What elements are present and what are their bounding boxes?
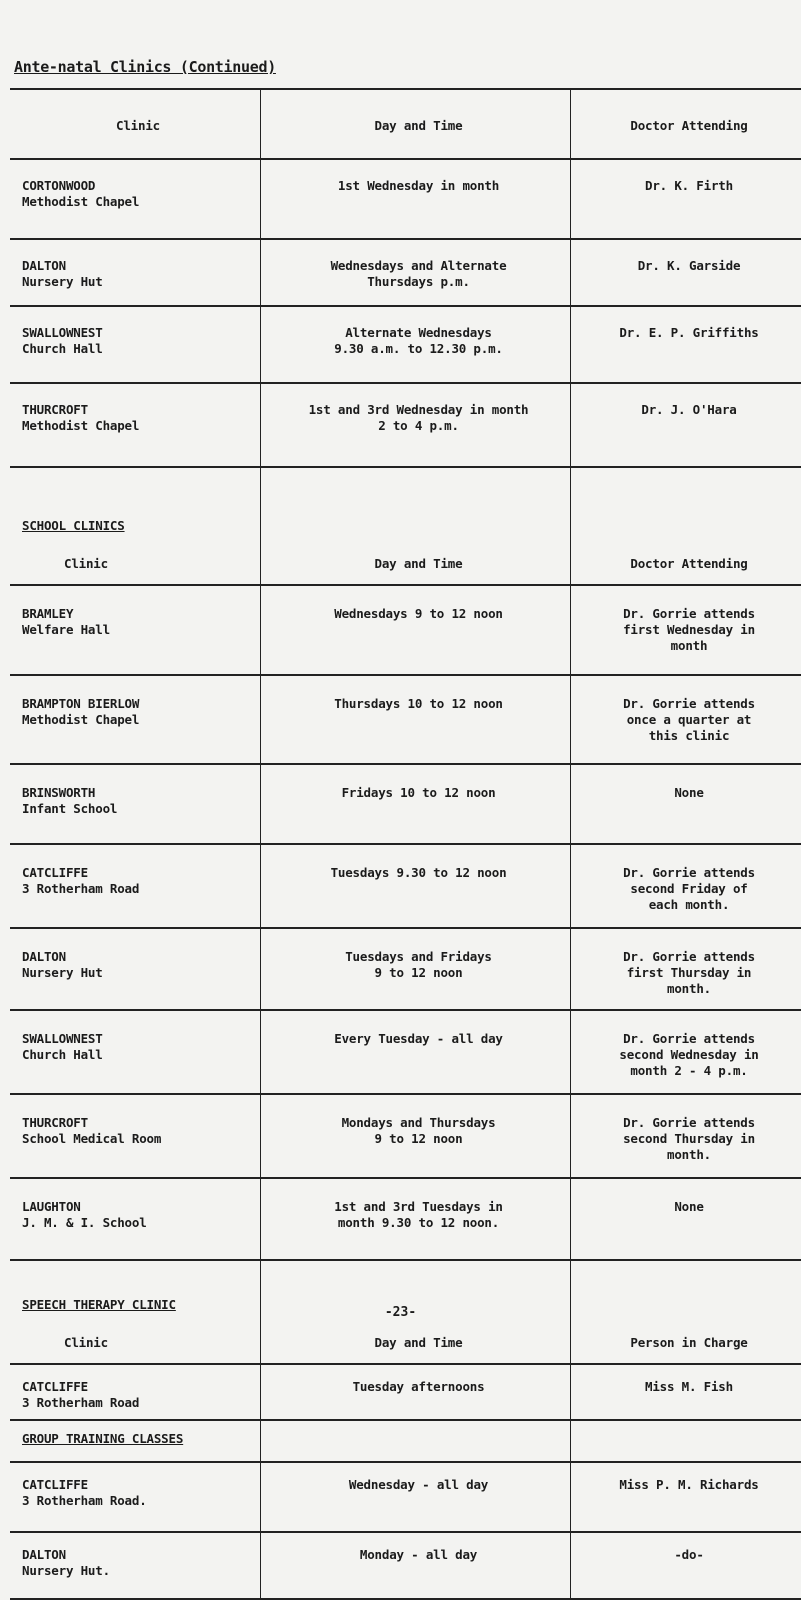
cell-day-time-line: Wednesdays and Alternate [330, 258, 507, 273]
cell-clinic [10, 384, 260, 466]
cell-clinic [10, 765, 260, 843]
cell-clinic-line: Methodist Chapel [22, 418, 140, 433]
cell-doctor-line: Dr. K. Firth [645, 178, 733, 193]
cell-clinic [10, 1365, 260, 1419]
table-row [10, 1179, 801, 1261]
cell-day-time-line: 9 to 12 noon [374, 965, 463, 980]
cell-doctor-line: Dr. Gorrie attends [623, 1031, 755, 1046]
cell-doctor [570, 384, 801, 466]
cell-clinic [10, 307, 260, 382]
table-row [10, 1365, 801, 1421]
cell-doctor-line: this clinic [648, 728, 730, 743]
cell-clinic-line: THURCROFT [22, 402, 88, 417]
cell-doctor [570, 160, 801, 238]
page-number: -23- [384, 1305, 417, 1320]
cell-clinic-line: Church Hall [22, 341, 103, 356]
cell-clinic [10, 240, 260, 305]
cell-doctor-line: Dr. Gorrie attends [623, 1115, 755, 1130]
header-clinic: Clinic [116, 118, 160, 133]
cell-day-time [260, 676, 570, 763]
table-row [10, 160, 801, 240]
cell-doctor-line: Dr. Gorrie attends [623, 865, 755, 880]
cell-clinic [10, 586, 260, 674]
cell-day-time-line: 1st Wednesday in month [337, 178, 500, 193]
cell-clinic [10, 676, 260, 763]
cell-clinic [10, 1463, 260, 1531]
cell-doctor-line: first Wednesday in [623, 622, 755, 637]
cell-doctor [570, 586, 801, 674]
cell-day-time-line: Wednesdays 9 to 12 noon [334, 606, 503, 621]
header-day-time: Day and Time [260, 90, 570, 158]
cell-clinic-line: Nursery Hut. [22, 1563, 110, 1578]
cell-doctor-line: once a quarter at [626, 712, 752, 727]
clinics-table [10, 88, 801, 1600]
cell-day-time [260, 1365, 570, 1419]
table-row [10, 384, 801, 468]
cell-doctor [570, 1179, 801, 1259]
cell-clinic-line: Methodist Chapel [22, 712, 140, 727]
cell-doctor-line: month 2 - 4 p.m. [630, 1063, 748, 1078]
cell-day-time [260, 1011, 570, 1093]
cell-doctor [570, 1011, 801, 1093]
cell-doctor-line: each month. [648, 897, 730, 912]
cell-doctor [570, 1095, 801, 1177]
cell-clinic-line: BRINSWORTH [22, 785, 96, 800]
cell-day-time [260, 845, 570, 927]
cell-clinic [10, 1011, 260, 1093]
cell-clinic-line: J. M. & I. School [22, 1215, 147, 1230]
cell-clinic-line: CATCLIFFE [22, 1477, 88, 1492]
cell-day-time-line: Fridays 10 to 12 noon [341, 785, 496, 800]
cell-clinic [10, 929, 260, 1009]
cell-clinic-line: SWALLOWNEST [22, 1031, 103, 1046]
cell-doctor-line: Dr. Gorrie attends [623, 606, 755, 621]
cell-day-time-line: Thursdays p.m. [367, 274, 470, 289]
cell-day-time-line: Wednesday - all day [348, 1477, 489, 1492]
cell-doctor [570, 1365, 801, 1419]
cell-day-time-line: Tuesday afternoons [352, 1379, 485, 1394]
cell-doctor-line: Dr. Gorrie attends [623, 696, 755, 711]
cell-day-time-line: 1st and 3rd Wednesday in month [308, 402, 529, 417]
table-header [10, 90, 801, 160]
cell-day-time-line: 1st and 3rd Tuesdays in [334, 1199, 503, 1214]
header-doctor: Doctor Attending [570, 90, 801, 158]
cell-clinic [10, 1095, 260, 1177]
cell-doctor-line: second Wednesday in [619, 1047, 759, 1062]
group-section-title: GROUP TRAINING CLASSES [22, 1431, 184, 1446]
cell-day-time-line: Every Tuesday - all day [334, 1031, 503, 1046]
cell-day-time [260, 1179, 570, 1259]
school-rows [10, 586, 801, 1261]
cell-day-time-line: 2 to 4 p.m. [378, 418, 459, 433]
cell-clinic-line: DALTON [22, 949, 66, 964]
cell-clinic-line: CORTONWOOD [22, 178, 96, 193]
cell-clinic-line: Methodist Chapel [22, 194, 140, 209]
speech-col-person: Person in Charge [570, 1261, 801, 1363]
speech-col-clinic: Clinic [64, 1335, 108, 1350]
cell-clinic-line: 3 Rotherham Road [22, 1395, 140, 1410]
speech-section-title: SPEECH THERAPY CLINIC [22, 1297, 176, 1312]
cell-clinic-line: BRAMLEY [22, 606, 74, 621]
cell-day-time [260, 765, 570, 843]
cell-clinic [10, 1179, 260, 1259]
cell-clinic-line: DALTON [22, 258, 66, 273]
cell-day-time [260, 384, 570, 466]
school-col-clinic: Clinic [64, 556, 108, 571]
cell-doctor-line: -do- [674, 1547, 704, 1562]
cell-doctor-line: Miss M. Fish [645, 1379, 733, 1394]
cell-doctor-line: month. [667, 1147, 711, 1162]
table-row [10, 676, 801, 765]
cell-day-time-line: 9.30 a.m. to 12.30 p.m. [334, 341, 503, 356]
group-rows [10, 1463, 801, 1600]
cell-doctor [570, 1463, 801, 1531]
cell-doctor [570, 307, 801, 382]
cell-day-time-line: Thursdays 10 to 12 noon [334, 696, 503, 711]
cell-doctor-line: Dr. K. Garside [637, 258, 741, 273]
cell-clinic-line: 3 Rotherham Road. [22, 1493, 147, 1508]
cell-day-time [260, 307, 570, 382]
school-section-header [10, 468, 801, 586]
school-section-title: SCHOOL CLINICS [22, 518, 125, 533]
cell-clinic-line: Nursery Hut [22, 274, 103, 289]
cell-clinic-line: THURCROFT [22, 1115, 88, 1130]
cell-clinic [10, 160, 260, 238]
cell-clinic-line: DALTON [22, 1547, 66, 1562]
table-row [10, 586, 801, 676]
cell-day-time-line: 9 to 12 noon [374, 1131, 463, 1146]
cell-clinic-line: Nursery Hut [22, 965, 103, 980]
page-heading: Ante-natal Clinics (Continued) [14, 58, 276, 76]
cell-doctor [570, 929, 801, 1009]
cell-doctor [570, 676, 801, 763]
group-empty-day [260, 1421, 570, 1461]
cell-clinic-line: Infant School [22, 801, 118, 816]
cell-doctor [570, 765, 801, 843]
cell-doctor-line: Dr. Gorrie attends [623, 949, 755, 964]
table-row [10, 1463, 801, 1533]
table-row [10, 1011, 801, 1095]
table-row [10, 307, 801, 384]
cell-clinic-line: CATCLIFFE [22, 865, 88, 880]
cell-clinic-line: School Medical Room [22, 1131, 162, 1146]
cell-day-time-line: Mondays and Thursdays [341, 1115, 496, 1130]
table-row [10, 240, 801, 307]
cell-day-time-line: Monday - all day [359, 1547, 478, 1562]
school-section-cell [10, 468, 260, 584]
cell-doctor-line: month [670, 638, 708, 653]
cell-day-time-line: Alternate Wednesdays [345, 325, 492, 340]
cell-day-time [260, 586, 570, 674]
school-col-day: Day and Time [260, 468, 570, 584]
cell-doctor-line: Miss P. M. Richards [619, 1477, 759, 1492]
antenatal-rows [10, 160, 801, 468]
cell-clinic-line: LAUGHTON [22, 1199, 81, 1214]
table-row [10, 1533, 801, 1600]
cell-doctor [570, 845, 801, 927]
speech-rows [10, 1365, 801, 1421]
cell-day-time [260, 160, 570, 238]
cell-doctor-line: first Thursday in [626, 965, 752, 980]
table-row [10, 765, 801, 845]
cell-doctor-line: None [674, 785, 704, 800]
cell-day-time [260, 1095, 570, 1177]
cell-day-time-line: Tuesdays and Fridays [345, 949, 492, 964]
cell-day-time-line: Tuesdays 9.30 to 12 noon [330, 865, 507, 880]
table-row [10, 929, 801, 1011]
cell-clinic-line: CATCLIFFE [22, 1379, 88, 1394]
cell-clinic-line: Welfare Hall [22, 622, 110, 637]
cell-doctor-line: month. [667, 981, 711, 996]
cell-doctor [570, 240, 801, 305]
cell-doctor-line: Dr. J. O'Hara [641, 402, 737, 417]
cell-doctor-line: Dr. E. P. Griffiths [619, 325, 759, 340]
cell-clinic [10, 845, 260, 927]
cell-day-time [260, 1533, 570, 1598]
cell-clinic-line: Church Hall [22, 1047, 103, 1062]
group-section-header [10, 1421, 801, 1463]
cell-day-time [260, 1463, 570, 1531]
group-empty-person [570, 1421, 801, 1461]
cell-day-time [260, 929, 570, 1009]
cell-doctor-line: None [674, 1199, 704, 1214]
cell-clinic-line: BRAMPTON BIERLOW [22, 696, 140, 711]
cell-doctor-line: second Thursday in [623, 1131, 755, 1146]
speech-col-day: Day and Time [260, 1261, 570, 1363]
school-col-doctor: Doctor Attending [570, 468, 801, 584]
cell-day-time-line: month 9.30 to 12 noon. [337, 1215, 500, 1230]
cell-clinic-line: 3 Rotherham Road [22, 881, 140, 896]
table-row [10, 1095, 801, 1179]
cell-day-time [260, 240, 570, 305]
cell-clinic-line: SWALLOWNEST [22, 325, 103, 340]
cell-doctor [570, 1533, 801, 1598]
cell-doctor-line: second Friday of [630, 881, 748, 896]
table-row [10, 845, 801, 929]
cell-clinic [10, 1533, 260, 1598]
